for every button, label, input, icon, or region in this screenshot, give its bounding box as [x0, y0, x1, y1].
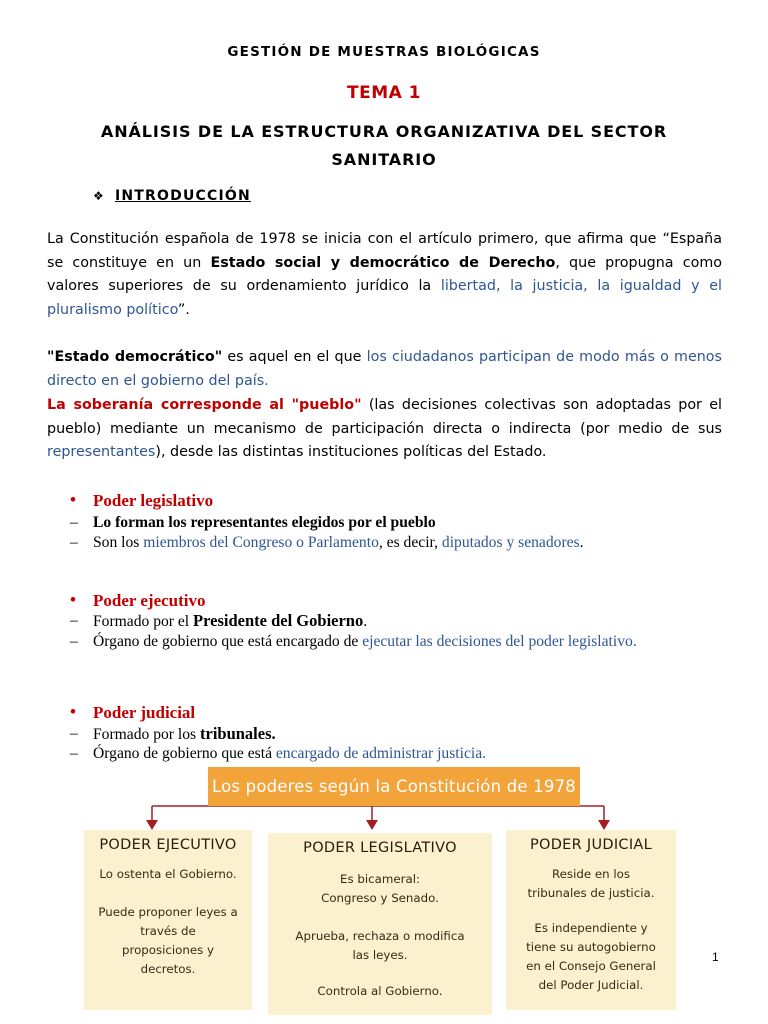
poder-line-text: Órgano de gobierno que está: [93, 745, 276, 762]
paragraph-bold-text: Estado social y democrático de Derecho: [210, 254, 556, 271]
diagram-title: Los poderes según la Constitución de 1978: [208, 767, 580, 806]
box-poder-judicial: [506, 830, 676, 1010]
box-line: Aprueba, rechaza o modifica: [295, 929, 465, 943]
poder-line-text: Órgano de gobierno que está encargado de: [93, 633, 363, 650]
box-line: [268, 908, 492, 927]
paragraph-text: es aquel en el que: [222, 349, 367, 365]
arrow-down-icon: [598, 820, 610, 830]
poder-legislativo-line-2: [70, 533, 722, 553]
poder-title: Poder legislativo: [93, 491, 214, 510]
box-line: tribunales de justicia.: [527, 886, 655, 900]
document-title-line1: ANÁLISIS DE LA ESTRUCTURA ORGANIZATIVA DEL SECTOR: [100, 122, 668, 141]
poder-line-highlight: miembros del Congreso o Parlamento: [143, 534, 379, 551]
box-line: del Poder Judicial.: [538, 978, 644, 992]
poder-line-text: .: [363, 613, 368, 630]
paragraph-bold-text: "Estado democrático": [47, 349, 223, 365]
poder-line-text: .: [579, 534, 584, 551]
document-subject: GESTIÓN DE MUESTRAS BIOLÓGICAS: [227, 44, 541, 60]
paragraph-soberania: [47, 394, 722, 465]
poder-line-text: Lo forman los representantes elegidos por el pueblo: [93, 514, 436, 531]
section-heading: INTRODUCCIÓN: [114, 188, 251, 204]
box-line: Congreso y Senado.: [321, 891, 439, 905]
dash-icon: –: [70, 745, 78, 762]
page-number: 1: [712, 950, 719, 964]
arrow-down-icon: [146, 820, 158, 830]
box-line: [506, 903, 676, 919]
paragraph-estado-democratico: [47, 346, 722, 393]
poder-judicial-heading: [70, 703, 470, 723]
box-line: en el Consejo General: [526, 959, 656, 973]
poder-judicial-line-1: [70, 724, 722, 744]
box-line: las leyes.: [352, 948, 408, 962]
box-line: decretos.: [140, 962, 196, 976]
box-line: Reside en los: [552, 867, 630, 881]
box-line: Controla al Gobierno.: [317, 984, 443, 998]
box-poder-ejecutivo: [84, 830, 252, 1010]
poder-ejecutivo-heading: [70, 591, 470, 611]
paragraph-text: La Constitución española de 1978 se inicia con el artículo primero, que afirma que “España se constituye en un: [47, 231, 722, 271]
paragraph-red-text: La soberanía corresponde al "pueblo": [47, 397, 362, 413]
poder-ejecutivo-line-1: [70, 611, 722, 631]
paragraph-text: ”.: [177, 301, 190, 318]
box-poder-legislativo: [268, 833, 492, 1015]
poder-legislativo-heading: [70, 491, 470, 511]
box-line: Es bicameral:: [340, 872, 420, 886]
dash-icon: –: [70, 725, 78, 742]
box-line: proposiciones y: [121, 943, 215, 957]
dash-icon: –: [70, 514, 78, 531]
poder-ejecutivo-line-2: [70, 632, 722, 672]
dash-icon: –: [70, 612, 78, 629]
poder-line-text: Formado por el: [93, 613, 194, 630]
box-line: Es independiente y: [534, 921, 648, 935]
bullet-icon: •: [70, 702, 76, 721]
poder-title: Poder ejecutivo: [93, 591, 206, 610]
arrow-down-icon: [366, 820, 378, 830]
poder-line-text: , es decir,: [378, 534, 442, 551]
paragraph-text: ), desde las distintas instituciones políticas del Estado.: [155, 444, 547, 460]
box-line: través de: [140, 924, 196, 938]
paragraph-text: (las decisiones colectivas son adoptadas por el pueblo) mediante un mecanismo de participación directa o indirecta (por medio de sus: [47, 397, 722, 437]
dash-icon: –: [70, 534, 78, 551]
poder-line-highlight: diputados y senadores: [441, 534, 580, 551]
box-line: [268, 965, 492, 982]
box-heading: PODER LEGISLATIVO: [303, 840, 457, 856]
box-line: Lo ostenta el Gobierno.: [99, 867, 237, 881]
poder-judicial-line-2: [70, 744, 722, 764]
document-title-line2: SANITARIO: [331, 150, 437, 169]
diamond-bullet-icon: ❖: [93, 189, 105, 203]
bullet-icon: •: [70, 490, 76, 509]
poder-line-bold: Presidente del Gobierno: [193, 611, 364, 630]
tema-heading: TEMA 1: [346, 83, 422, 103]
box-line: Puede proponer leyes a: [98, 905, 238, 919]
paragraph-highlight-text: los ciudadanos participan de modo más o menos directo en el gobierno del país.: [47, 349, 723, 389]
poder-line-text: Formado por los: [93, 726, 200, 743]
box-heading: PODER JUDICIAL: [529, 837, 653, 853]
paragraph-text: , que propugna como valores superiores de su ordenamiento jurídico la: [47, 254, 722, 294]
poder-line-highlight: encargado de administrar justicia.: [275, 745, 487, 762]
section-introduccion: [93, 188, 251, 204]
poder-line-text: Son los: [93, 534, 144, 551]
poder-legislativo-line-1: [70, 513, 722, 533]
poder-line-bold: tribunales.: [200, 724, 276, 743]
box-line: [84, 884, 252, 903]
dash-icon: –: [70, 633, 78, 650]
bullet-icon: •: [70, 590, 76, 609]
paragraph-highlight-text: representantes: [47, 444, 156, 460]
poder-line-highlight: ejecutar las decisiones del poder legislativo.: [362, 633, 637, 650]
box-line: tiene su autogobierno: [526, 940, 656, 954]
poder-title: Poder judicial: [93, 703, 196, 722]
box-heading: PODER EJECUTIVO: [99, 837, 237, 853]
paragraph-highlight-text: libertad, la justicia, la igualdad y el pluralismo político: [47, 278, 722, 318]
paragraph-constitucion: [47, 228, 722, 322]
